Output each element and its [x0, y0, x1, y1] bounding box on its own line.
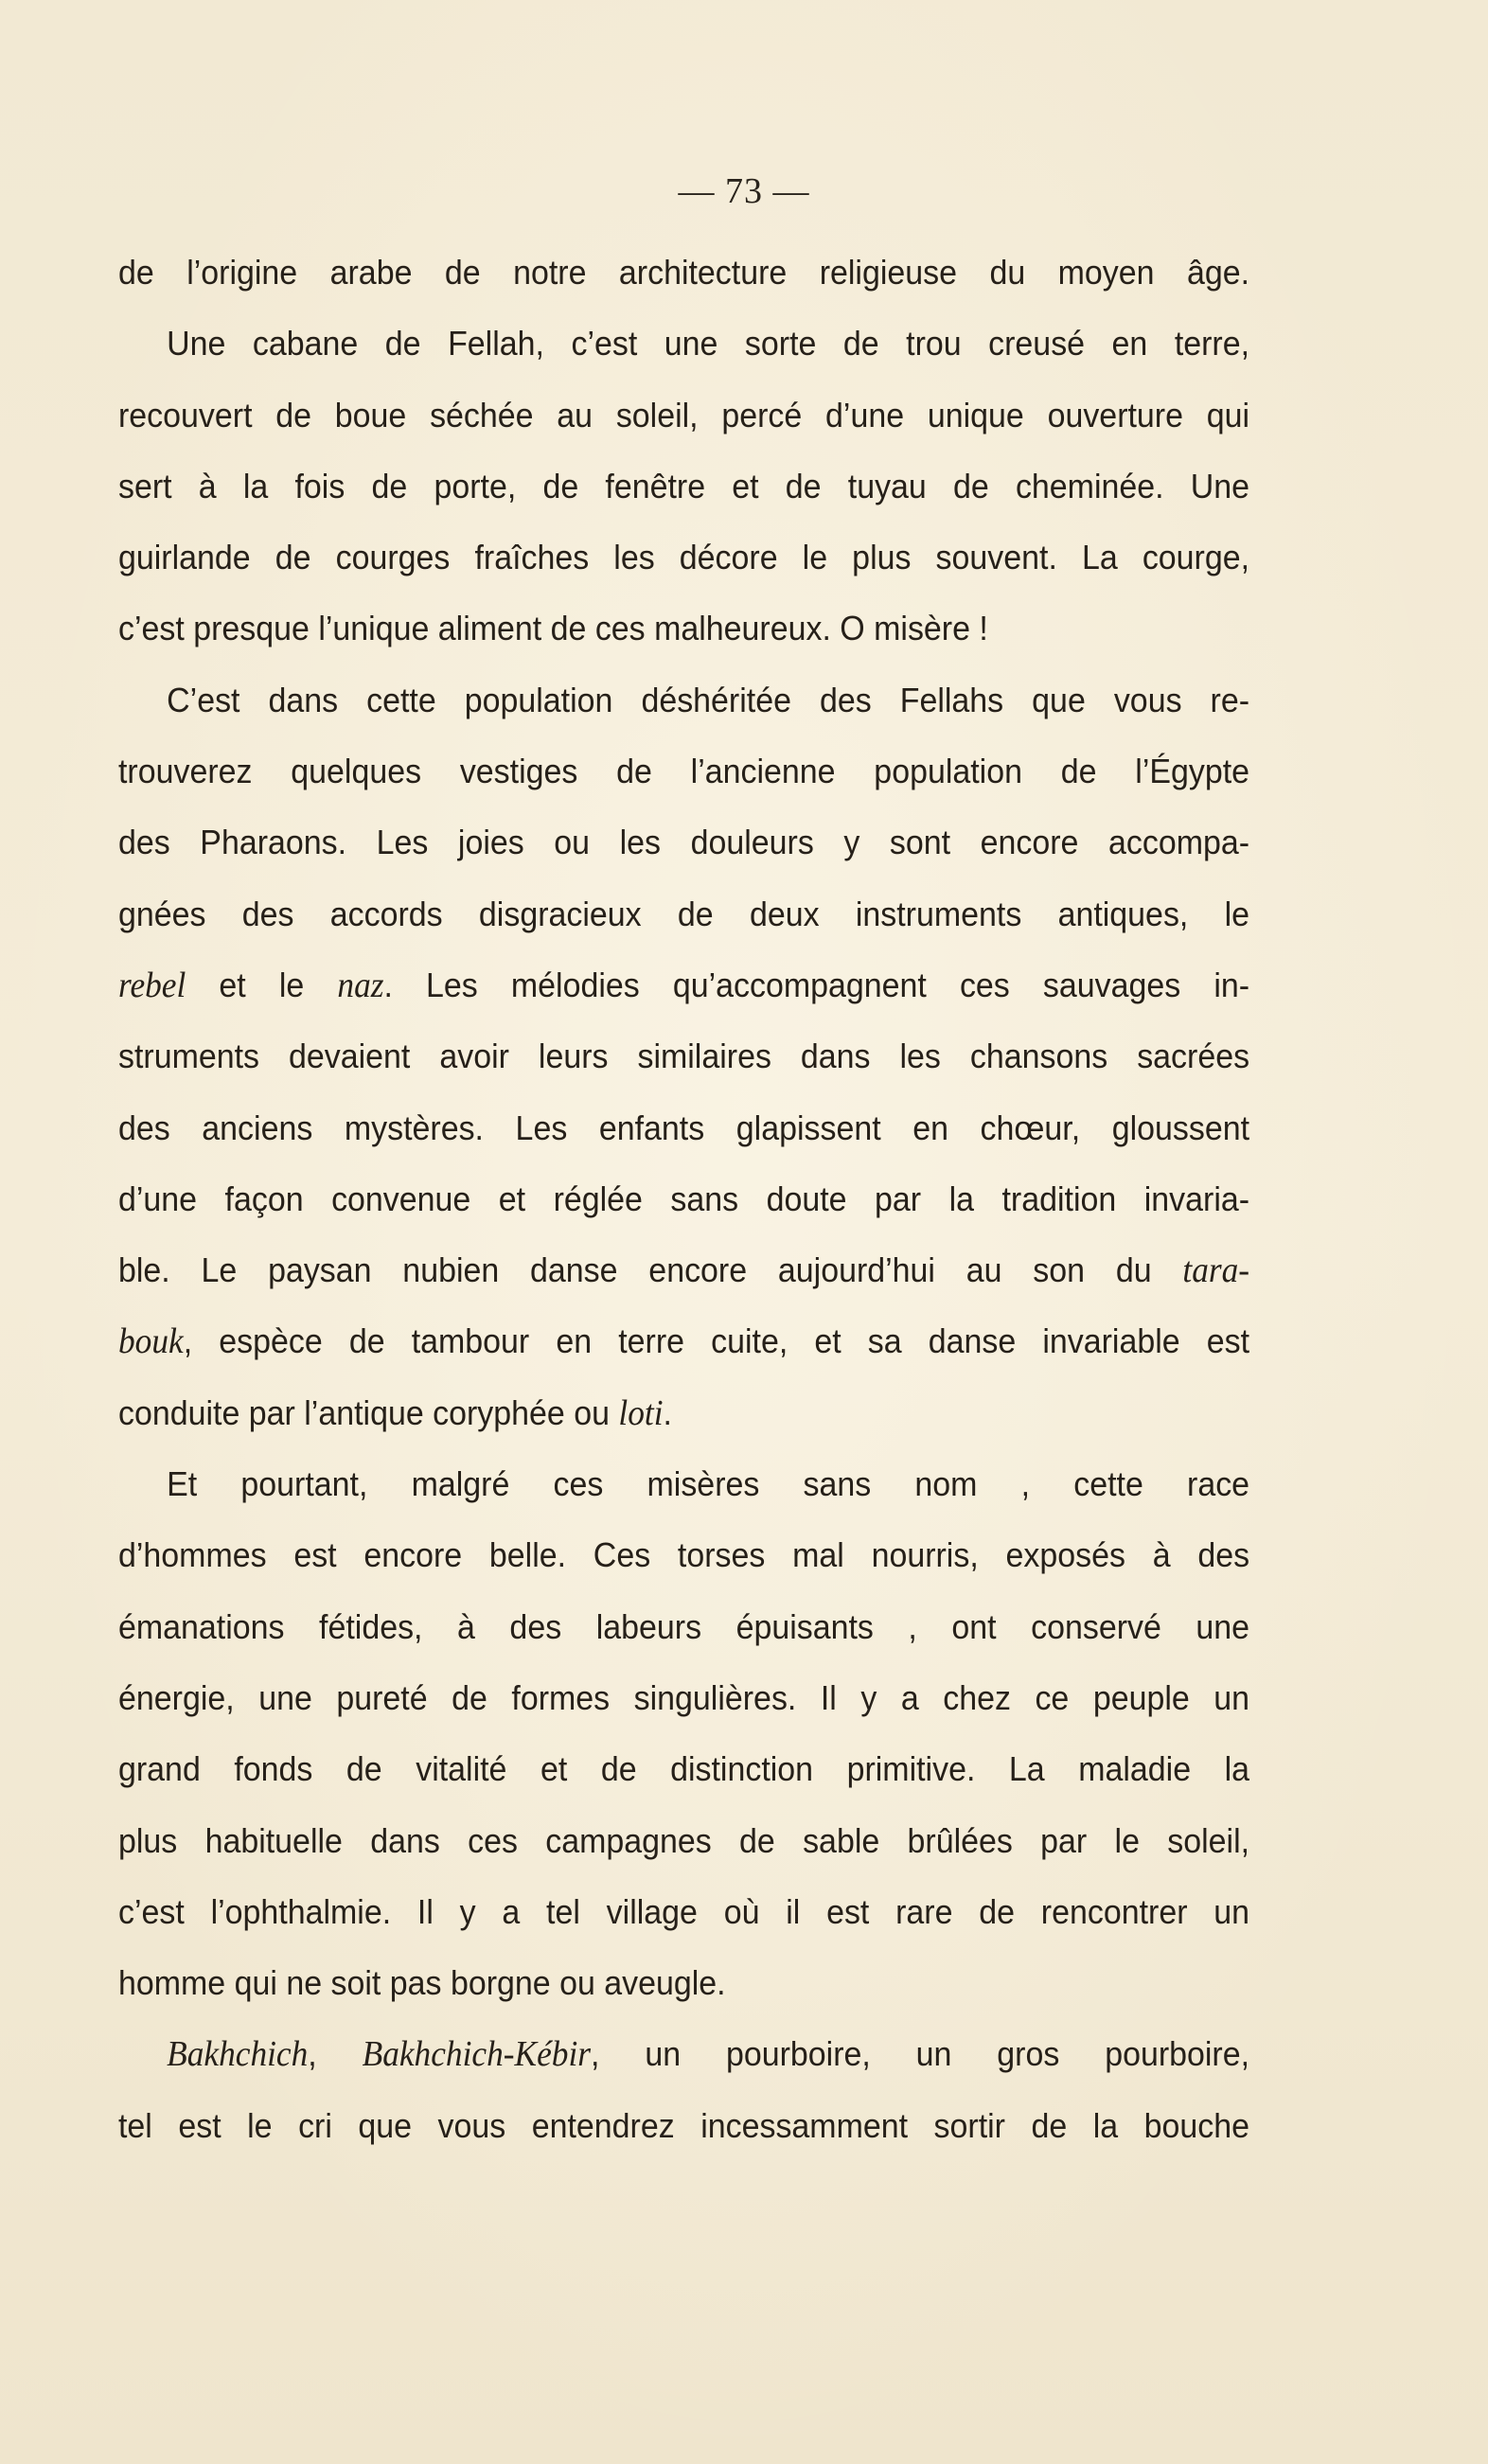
italic-word: Bakhchich: [167, 2034, 309, 2075]
text-segment: , espèce de tambour en terre cuite, et sa danse invariable est: [183, 1321, 1250, 1361]
italic-word: rebel: [118, 965, 186, 1005]
text-segment: . Les mélodies qu’accompagnent ces sauvages in-: [383, 965, 1250, 1004]
text-line: [118, 2018, 1249, 2089]
text-line: [118, 1519, 1249, 1590]
text-segment: guirlande de courges fraîches les décore le plus souvent. La courge,: [118, 538, 1250, 577]
text-segment: tel est le cri que vous entendrez incessamment sortir de la bouche: [118, 2105, 1250, 2145]
text-line: [118, 1448, 1249, 1519]
text-segment: plus habituelle dans ces campagnes de sable brûlées par le soleil,: [118, 1820, 1250, 1860]
page-number: — 73 —: [678, 171, 810, 211]
text-line: [118, 1020, 1249, 1091]
text-segment: Une cabane de Fellah, c’est une sorte de trou creusé en terre,: [167, 324, 1250, 363]
body-text: [118, 237, 1249, 2161]
text-segment: d’hommes est encore belle. Ces torses mal nourris, exposés à des: [118, 1535, 1250, 1575]
text-segment: c’est presque l’unique aliment de ces malheureux. O misère !: [118, 609, 988, 648]
text-line: [118, 380, 1249, 451]
text-segment: recouvert de boue séchée au soleil, percé d’une unique ouverture qui: [118, 395, 1250, 434]
text-segment: énergie, une pureté de formes singulières. Il y a chez ce peuple un: [118, 1677, 1250, 1717]
text-segment: de l’origine arabe de notre architecture religieuse du moyen âge.: [118, 253, 1250, 292]
text-segment: C’est dans cette population déshéritée des Fellahs que vous re-: [167, 680, 1250, 719]
text-line: [118, 1876, 1249, 1947]
text-line: [118, 308, 1249, 379]
text-segment: grand fonds de vitalité et de distinction primitive. La maladie la: [118, 1749, 1250, 1789]
text-segment: .: [663, 1392, 672, 1432]
text-line: [118, 2090, 1249, 2161]
text-segment: c’est l’ophthalmie. Il y a tel village où il est rare de rencontrer un: [118, 1891, 1250, 1931]
text-line: [118, 237, 1249, 308]
text-line: [118, 665, 1249, 736]
italic-word: bouk: [118, 1321, 184, 1362]
text-segment: ble. Le paysan nubien danse encore aujourd’hui au son du: [118, 1250, 1183, 1290]
text-line: [118, 522, 1249, 593]
text-line: [118, 1591, 1249, 1662]
text-line: [118, 1163, 1249, 1234]
italic-word: Bakhchich-Kébir: [362, 2034, 592, 2075]
text-line: [118, 1947, 1249, 2018]
text-segment: struments devaient avoir leurs similaires dans les chansons sacrées: [118, 1037, 1250, 1076]
text-line: [118, 451, 1249, 522]
text-line: [118, 736, 1249, 807]
text-line: [118, 1733, 1249, 1804]
text-line: [118, 807, 1249, 877]
text-segment: et le: [186, 965, 338, 1004]
text-line: [118, 1377, 1249, 1448]
text-segment: trouverez quelques vestiges de l’ancienne population de l’Égypte: [118, 752, 1250, 791]
text-line: [118, 593, 1249, 664]
text-segment: conduite par l’antique coryphée ou: [118, 1392, 619, 1432]
text-line: [118, 1805, 1249, 1876]
text-segment: ,: [308, 2034, 363, 2074]
text-segment: Et pourtant, malgré ces misères sans nom , cette race: [167, 1464, 1250, 1504]
text-line: [118, 1305, 1249, 1376]
text-line: [118, 878, 1249, 949]
italic-word: naz: [337, 965, 384, 1005]
text-segment: homme qui ne soit pas borgne ou aveugle.: [118, 1963, 726, 2003]
italic-word: loti: [618, 1392, 664, 1433]
text-segment: émanations fétides, à des labeurs épuisants , ont conservé une: [118, 1606, 1250, 1646]
text-segment: sert à la fois de porte, de fenêtre et de tuyau de cheminée. Une: [118, 466, 1250, 505]
text-segment: , un pourboire, un gros pourboire,: [591, 2034, 1250, 2074]
text-line: [118, 1092, 1249, 1163]
text-segment: gnées des accords disgracieux de deux instruments antiques, le: [118, 894, 1250, 933]
text-segment: des Pharaons. Les joies ou les douleurs y sont encore accompa-: [118, 823, 1250, 862]
text-segment: d’une façon convenue et réglée sans doute par la tradition invaria-: [118, 1179, 1250, 1218]
text-line: [118, 949, 1249, 1020]
italic-word: tara-: [1182, 1250, 1250, 1291]
text-line: [118, 1234, 1249, 1305]
text-segment: des anciens mystères. Les enfants glapissent en chœur, gloussent: [118, 1108, 1250, 1147]
text-line: [118, 1662, 1249, 1733]
